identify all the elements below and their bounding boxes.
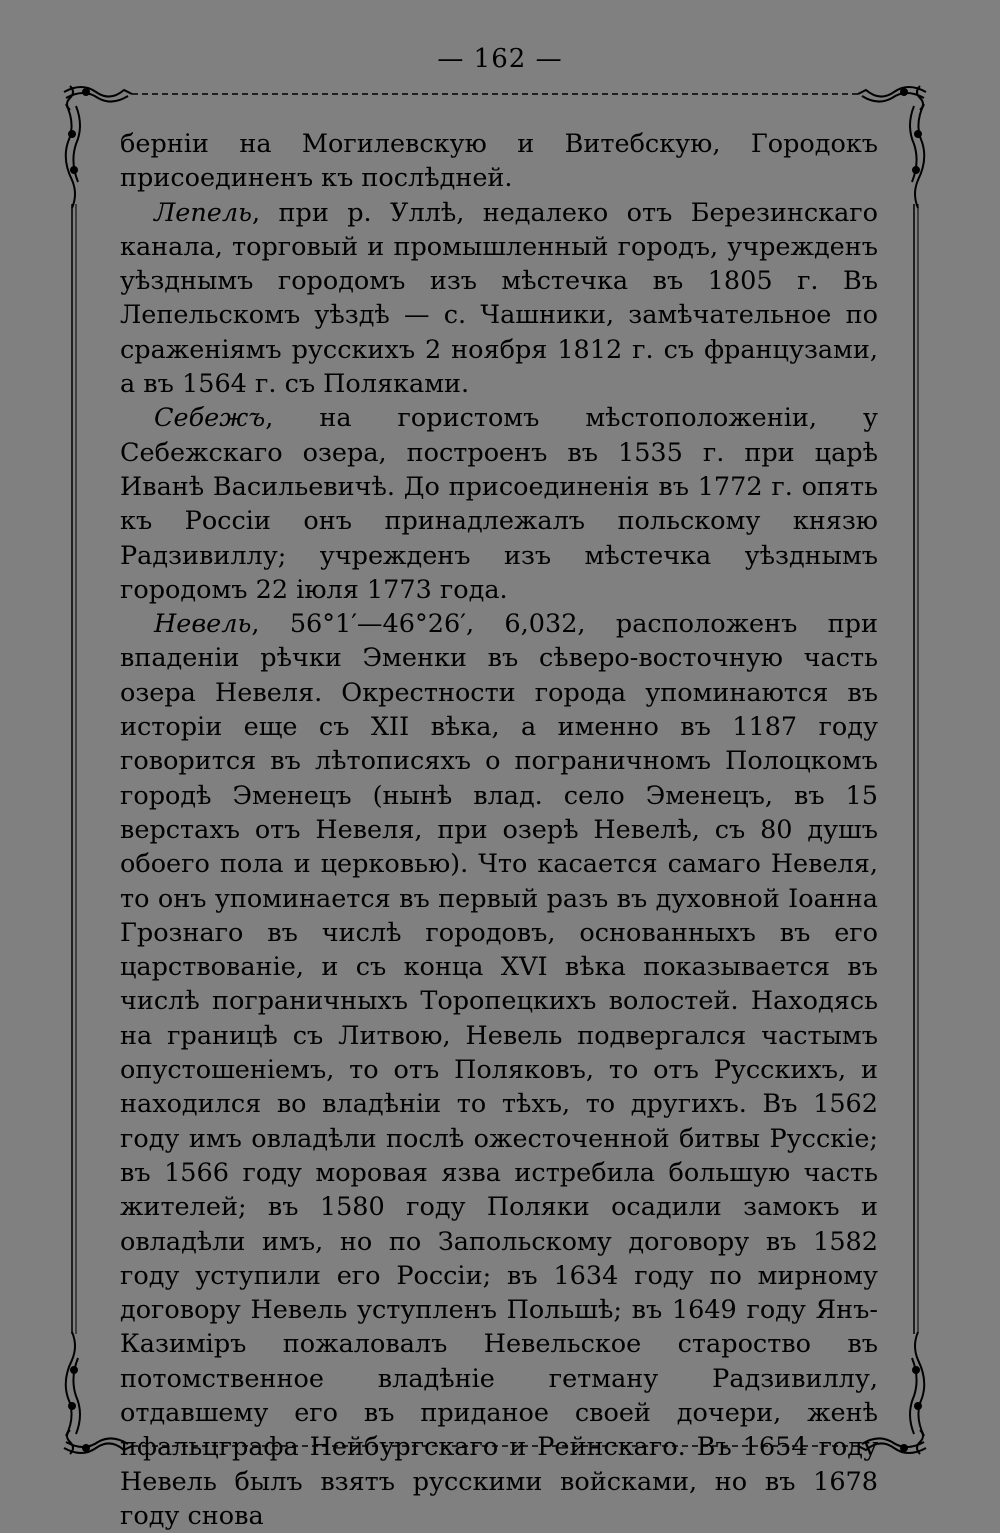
place-name: Себежъ	[154, 403, 266, 434]
paragraph-text: , 56°1′—46°26′, 6,032, расположенъ при впаденіи рѣчки Эменки въ сѣверо-восточную часть озера Невеля. Окрестности города упоминаются въ исторіи еще съ XII вѣка, а именно въ 1187 году говорится въ лѣтописяхъ о пограничномъ Полоцкомъ городѣ Эменецъ (нынѣ влад. село Эменецъ, въ 15 верстахъ отъ Невеля, при озерѣ Невелѣ, съ 80 душъ обоего пола и церковью). Что касается самаго Невеля, то онъ упоминается въ первый разъ въ духовной Іоанна Грознаго въ числѣ городовъ, основанныхъ въ его царствованіе, и съ конца XVI вѣка показывается въ числѣ пограничныхъ Торопецкихъ волостей. Находясь на границѣ съ Литвою, Невель подвергался частымъ опустошеніемъ, то отъ Поляковъ, то отъ Русскихъ, и находился во владѣніи то тѣхъ, то другихъ. Въ 1562 году имъ овладѣли послѣ ожесточенной битвы Русскіе; въ 1566 году моровая язва истребила большую часть жителей; въ 1580 году Поляки осадили замокъ и овладѣли имъ, но по Запольскому договору въ 1582 году уступили его Россіи; въ 1634 году по мирному договору Невель уступленъ Польшѣ; въ 1649 году Янъ-Казиміръ пожаловалъ Невельское староство въ потомственное владѣніе гетману Радзивиллу, отдавшему его въ приданое своей дочери, женѣ пфальцграфа Нейбургскаго и Рейнскаго. Въ 1654 году Невель былъ взятъ русскими войсками, но въ 1678 году снова	[120, 609, 878, 1531]
paragraph-text: берніи на Могилевскую и Витебскую, Городокъ присоединенъ къ послѣдней.	[120, 129, 878, 194]
paragraph-nevel	[120, 607, 878, 1533]
body-text	[120, 127, 878, 1533]
paragraph-text: , на гористомъ мѣстоположеніи, у Себежскаго озера, построенъ въ 1535 г. при царѣ Иванѣ Васильевичѣ. До присоединенія въ 1772 г. опять къ Россіи онъ принадлежалъ польскому князю Радзивиллу; учрежденъ изъ мѣстечка уѣзднымъ городомъ 22 іюля 1773 года.	[120, 403, 878, 605]
page-number: — 162 —	[437, 44, 563, 74]
paragraph-lepel	[120, 196, 878, 402]
paragraph-sebezh	[120, 401, 878, 607]
place-name: Невель	[154, 609, 252, 640]
place-name: Лепель	[154, 197, 253, 228]
paragraph-text: , при р. Уллѣ, недалеко отъ Березинскаго канала, торговый и промышленный городъ, учрежденъ уѣзднымъ городомъ изъ мѣстечка въ 1805 г. Въ Лепельскомъ уѣздѣ — с. Чашники, замѣчательное по сраженіямъ русскихъ 2 ноября 1812 г. съ французами, а въ 1564 г. съ Поляками.	[120, 197, 878, 400]
paragraph-continuation	[120, 127, 878, 196]
